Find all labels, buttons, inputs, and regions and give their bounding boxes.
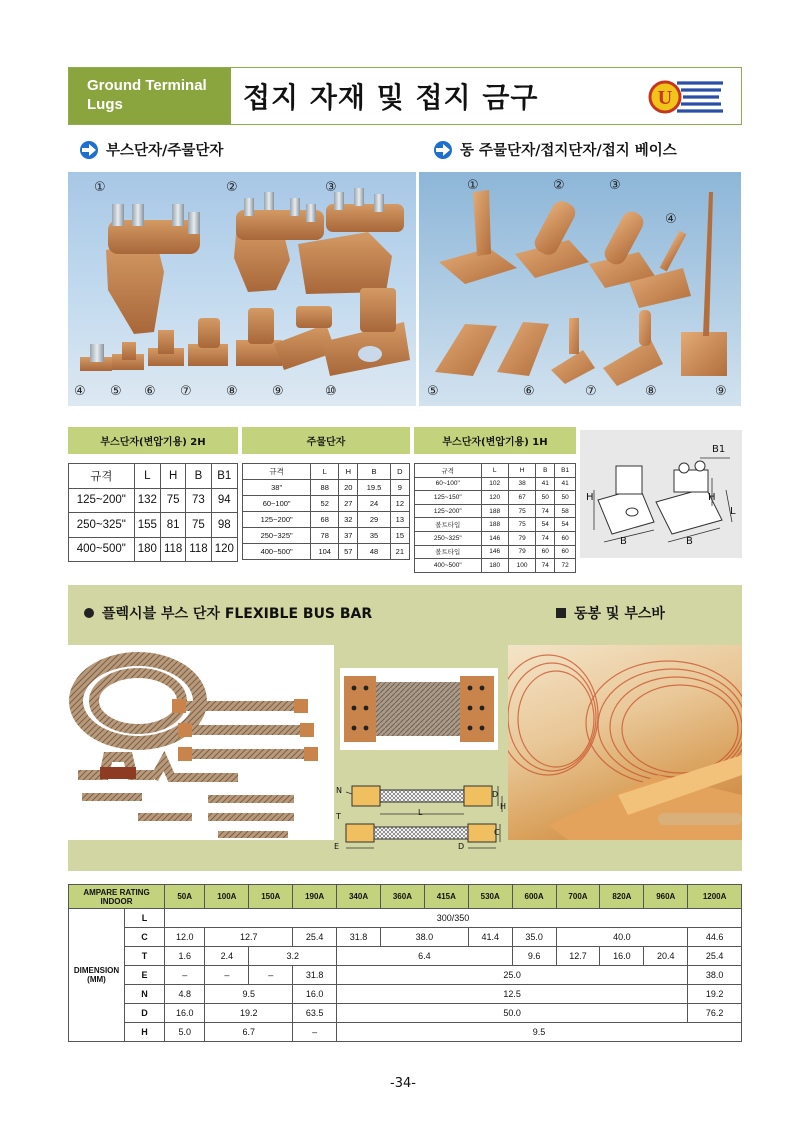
table-header-cell: 50A <box>165 885 205 909</box>
table1 <box>68 463 238 562</box>
braided-bus-bar-illustration <box>68 645 334 840</box>
table-cell: 1.6 <box>165 947 205 966</box>
dimension-group-label <box>69 909 125 1042</box>
dim-label-b1: B1 <box>712 444 726 455</box>
photo-bus-lugs <box>68 172 416 406</box>
table-cell: 75 <box>186 513 211 538</box>
table-row <box>69 909 742 928</box>
table-cell: 24 <box>358 496 390 512</box>
table-cell: 9.6 <box>512 947 556 966</box>
photo-label: ⑥ <box>144 384 156 399</box>
dimension-label-line1: DIMENSION <box>73 966 120 975</box>
table-cell: 35.0 <box>512 928 556 947</box>
photo-label: ⑨ <box>715 384 727 399</box>
table-cell: – <box>293 1023 337 1042</box>
table-cell: 25.4 <box>293 928 337 947</box>
table-cell: 41 <box>555 477 576 491</box>
table-header-row <box>69 885 742 909</box>
table-cell: 120 <box>481 491 508 505</box>
table-cell: 35 <box>358 528 390 544</box>
table-cell: 98 <box>211 513 237 538</box>
table-header-cell: H <box>508 464 535 478</box>
photo-label: ⑥ <box>523 384 535 399</box>
photo-copper-rods <box>508 645 742 840</box>
table-cell: 볼트타입 <box>415 545 482 559</box>
table-header-cell: L <box>481 464 508 478</box>
busbar-label-l: L <box>418 808 423 817</box>
table-cell: 74 <box>536 504 555 518</box>
table-cell: 40.0 <box>556 928 688 947</box>
table2-title: 주물단자 <box>242 427 410 454</box>
table-cell: 12.7 <box>556 947 600 966</box>
busbar-dimension-diagram <box>334 770 506 854</box>
busbar-label-d: D <box>492 790 499 799</box>
table-cell: 19.2 <box>205 1004 293 1023</box>
table-cell: 73 <box>186 488 211 513</box>
busbar-label-h: H <box>500 802 507 811</box>
table-cell: 29 <box>358 512 390 528</box>
table-cell: 31.8 <box>337 928 381 947</box>
table-cell: 12.5 <box>337 985 688 1004</box>
table-cell: 188 <box>481 504 508 518</box>
table-cell: 50.0 <box>337 1004 688 1023</box>
table-header-cell: AMPARE RATING INDOOR <box>69 885 165 909</box>
busbar-label-d: D <box>458 842 465 851</box>
table-cell: 75 <box>161 488 186 513</box>
table-row <box>415 559 576 573</box>
bullet-icon <box>556 608 566 618</box>
table-header-cell: B1 <box>211 464 237 489</box>
table-cell: 44.6 <box>688 928 742 947</box>
dimension-label-line2: (MM) <box>87 975 106 984</box>
table-cell: 6.7 <box>205 1023 293 1042</box>
table-cell: 12.0 <box>165 928 205 947</box>
page-title: 접지 자재 및 접지 금구 <box>243 81 539 114</box>
table-cell: 19.2 <box>688 985 742 1004</box>
table-cell: 60 <box>536 545 555 559</box>
photo-label: ③ <box>325 180 337 195</box>
table-cell: 72 <box>555 559 576 573</box>
table-cell: – <box>165 966 205 985</box>
table-cell: 12.7 <box>205 928 293 947</box>
photo-copper-lugs <box>419 172 741 406</box>
table-cell: 88 <box>311 480 339 496</box>
photo-label: ⑧ <box>645 384 657 399</box>
table-cell: 19.5 <box>358 480 390 496</box>
row-key: L <box>125 909 165 928</box>
section-head-left <box>78 139 223 160</box>
bus-bar-detail-illustration <box>340 668 498 750</box>
table-cell: 74 <box>536 531 555 545</box>
section-head-right <box>432 139 677 160</box>
photo-label: ⑩ <box>325 384 337 399</box>
table-cell: 15 <box>390 528 409 544</box>
busbar-label-n: N <box>336 786 342 795</box>
table-cell: 31.8 <box>293 966 337 985</box>
copper-wire-illustration <box>508 645 742 840</box>
table-header-cell: 규격 <box>69 464 135 489</box>
dim-label-b: B <box>686 536 693 547</box>
table-cell: 3.2 <box>249 947 337 966</box>
table-cell: 13 <box>390 512 409 528</box>
table-cell: 118 <box>161 537 186 562</box>
table-cell: 5.0 <box>165 1023 205 1042</box>
table-header-cell: 530A <box>468 885 512 909</box>
table-cell: 20.4 <box>644 947 688 966</box>
table-cell: 9.5 <box>205 985 293 1004</box>
table3 <box>414 463 576 573</box>
flexible-bus-bar-table <box>68 884 742 1042</box>
table-header-cell: B <box>358 464 390 480</box>
photo-label: ⑧ <box>226 384 238 399</box>
table-cell: 60 <box>555 531 576 545</box>
arrow-right-icon <box>432 141 454 159</box>
table-cell: 60~100" <box>243 496 311 512</box>
photo-label: ⑦ <box>180 384 192 399</box>
photo-label: ③ <box>609 178 621 193</box>
section-title-copper-lugs: 동 주물단자/접지단자/접지 베이스 <box>460 143 677 159</box>
table-row <box>415 477 576 491</box>
table-cell: 125~200" <box>415 504 482 518</box>
table-cell: 102 <box>481 477 508 491</box>
company-logo-icon <box>647 77 723 117</box>
table-header-cell: 340A <box>337 885 381 909</box>
table-cell: 60~100" <box>415 477 482 491</box>
table-row <box>243 512 410 528</box>
table-cell: 38.0 <box>380 928 468 947</box>
photo-label: ① <box>94 180 106 195</box>
table-cell: 132 <box>134 488 160 513</box>
table-cell: 25.4 <box>688 947 742 966</box>
table-row <box>69 488 238 513</box>
table-cell: 67 <box>508 491 535 505</box>
table-header-cell: 820A <box>600 885 644 909</box>
table-cell: 146 <box>481 545 508 559</box>
table-header-cell: B <box>536 464 555 478</box>
table-cell: 48 <box>358 544 390 560</box>
table-header-cell: 1200A <box>688 885 742 909</box>
photo-label: ⑦ <box>585 384 597 399</box>
table-row <box>243 528 410 544</box>
photo-label: ① <box>467 178 479 193</box>
table-header-cell: 415A <box>424 885 468 909</box>
table-cell: 16.0 <box>293 985 337 1004</box>
dim-label-h: H <box>586 492 594 503</box>
table-row <box>69 464 238 489</box>
table-cell: 16.0 <box>165 1004 205 1023</box>
table-cell: 21 <box>390 544 409 560</box>
table-cell: 37 <box>339 528 358 544</box>
busbar-label-c: C <box>494 828 500 837</box>
table-row <box>69 1004 742 1023</box>
table-cell: 250~325" <box>69 513 135 538</box>
table-header-cell: 규격 <box>415 464 482 478</box>
table-cell: 4.8 <box>165 985 205 1004</box>
table-cell: 54 <box>536 518 555 532</box>
table-cell: 75 <box>508 518 535 532</box>
photo-label: ④ <box>74 384 86 399</box>
photo-flexible-bus-bars <box>68 645 334 840</box>
table-cell: 78 <box>311 528 339 544</box>
table-row <box>415 518 576 532</box>
lug-dimension-diagram <box>580 430 742 558</box>
table-cell: 38" <box>243 480 311 496</box>
table-cell: 125~200" <box>69 488 135 513</box>
row-key: T <box>125 947 165 966</box>
page-header <box>68 67 742 125</box>
table-row <box>69 928 742 947</box>
photo-label: ④ <box>665 212 677 227</box>
table-cell: 9.5 <box>337 1023 742 1042</box>
row-key: N <box>125 985 165 1004</box>
bus-lugs-illustration <box>68 172 416 406</box>
table-cell: 100 <box>508 559 535 573</box>
table-cell: 50 <box>536 491 555 505</box>
table-row <box>243 496 410 512</box>
bullet-icon <box>84 608 94 618</box>
table-cell: 16.0 <box>600 947 644 966</box>
table-row <box>415 504 576 518</box>
table-cell: 2.4 <box>205 947 249 966</box>
busbar-label-t: T <box>336 812 341 821</box>
table-header-cell: L <box>311 464 339 480</box>
table-header-cell: 150A <box>249 885 293 909</box>
photo-label: ⑤ <box>110 384 122 399</box>
table-cell: – <box>205 966 249 985</box>
photo-label: ⑤ <box>427 384 439 399</box>
row-key: C <box>125 928 165 947</box>
table-cell: 38 <box>508 477 535 491</box>
table-row <box>243 544 410 560</box>
table-row <box>415 545 576 559</box>
table-cell: – <box>249 966 293 985</box>
table-cell: 180 <box>481 559 508 573</box>
table-cell: 118 <box>186 537 211 562</box>
table-cell: 400~500" <box>243 544 311 560</box>
table-header-cell: 규격 <box>243 464 311 480</box>
table-cell: 57 <box>339 544 358 560</box>
arrow-right-icon <box>78 141 100 159</box>
table-cell: 27 <box>339 496 358 512</box>
table-row <box>69 1023 742 1042</box>
table-cell: 79 <box>508 545 535 559</box>
section-head-copper <box>556 603 665 623</box>
table-cell: 125~150" <box>415 491 482 505</box>
section-head-flexible <box>84 603 372 623</box>
table-row <box>415 464 576 478</box>
table-row <box>243 480 410 496</box>
table-cell: 155 <box>134 513 160 538</box>
header-en-line1: Ground Terminal <box>87 77 207 94</box>
table-cell: 41.4 <box>468 928 512 947</box>
table-cell: 60 <box>555 545 576 559</box>
table-header-cell: B <box>186 464 211 489</box>
busbar-label-e: E <box>334 842 340 851</box>
table-cell: 104 <box>311 544 339 560</box>
table-cell: 188 <box>481 518 508 532</box>
table-cell: 75 <box>508 504 535 518</box>
table-header-cell: 600A <box>512 885 556 909</box>
table-cell: 58 <box>555 504 576 518</box>
table-cell: 32 <box>339 512 358 528</box>
table1-title: 부스단자(변압기용) 2H <box>68 427 238 454</box>
table-cell: 20 <box>339 480 358 496</box>
section-title-copper-bar: 동봉 및 부스바 <box>574 606 665 622</box>
dim-label-l: L <box>730 506 736 517</box>
page-number: -34- <box>390 1076 416 1091</box>
photo-label: ② <box>226 180 238 195</box>
table-cell: 79 <box>508 531 535 545</box>
section-title-flexible-bus-bar: 플렉시블 부스 단자 FLEXIBLE BUS BAR <box>102 606 373 622</box>
table-cell: 300/350 <box>165 909 742 928</box>
dim-label-b: B <box>620 536 627 547</box>
table-cell: 50 <box>555 491 576 505</box>
table-cell: 52 <box>311 496 339 512</box>
row-key: D <box>125 1004 165 1023</box>
table-cell: 볼트타입 <box>415 518 482 532</box>
table-cell: 12 <box>390 496 409 512</box>
row-key: H <box>125 1023 165 1042</box>
table2 <box>242 463 410 560</box>
table-header-cell: 100A <box>205 885 249 909</box>
table-header-cell: 700A <box>556 885 600 909</box>
table-row <box>243 464 410 480</box>
dim-label-h: H <box>708 492 716 503</box>
row-key: E <box>125 966 165 985</box>
table-row <box>415 531 576 545</box>
table-cell: 76.2 <box>688 1004 742 1023</box>
table-row <box>415 491 576 505</box>
table-row <box>69 966 742 985</box>
table-cell: 400~500" <box>69 537 135 562</box>
table-header-cell: 360A <box>380 885 424 909</box>
table-cell: 81 <box>161 513 186 538</box>
table-cell: 120 <box>211 537 237 562</box>
header-english-title <box>69 68 231 124</box>
table-header-cell: H <box>161 464 186 489</box>
table-header-cell: D <box>390 464 409 480</box>
header-en-line2: Lugs <box>87 96 123 113</box>
table-cell: 125~200" <box>243 512 311 528</box>
table-header-cell: B1 <box>555 464 576 478</box>
table-cell: 250~325" <box>243 528 311 544</box>
table-cell: 25.0 <box>337 966 688 985</box>
logo-letter: U <box>657 87 673 109</box>
photo-label: ② <box>553 178 565 193</box>
table-cell: 250~325" <box>415 531 482 545</box>
table-row <box>69 947 742 966</box>
table-cell: 94 <box>211 488 237 513</box>
photo-label: ⑨ <box>272 384 284 399</box>
table3-title: 부스단자(변압기용) 1H <box>414 427 576 454</box>
table-header-cell: 960A <box>644 885 688 909</box>
table-cell: 38.0 <box>688 966 742 985</box>
table-row <box>69 513 238 538</box>
table-cell: 63.5 <box>293 1004 337 1023</box>
table-header-cell: 190A <box>293 885 337 909</box>
table-cell: 74 <box>536 559 555 573</box>
table-cell: 400~500" <box>415 559 482 573</box>
table-cell: 146 <box>481 531 508 545</box>
table-cell: 68 <box>311 512 339 528</box>
table-row <box>69 537 238 562</box>
table-cell: 9 <box>390 480 409 496</box>
table-cell: 54 <box>555 518 576 532</box>
table-row <box>69 985 742 1004</box>
section-title-bus-lugs: 부스단자/주물단자 <box>106 143 224 159</box>
table-cell: 41 <box>536 477 555 491</box>
table-cell: 6.4 <box>337 947 513 966</box>
table-cell: 180 <box>134 537 160 562</box>
table-header-cell: L <box>134 464 160 489</box>
photo-bus-bar-detail <box>340 668 498 750</box>
copper-lugs-illustration <box>419 172 741 406</box>
table-header-cell: H <box>339 464 358 480</box>
